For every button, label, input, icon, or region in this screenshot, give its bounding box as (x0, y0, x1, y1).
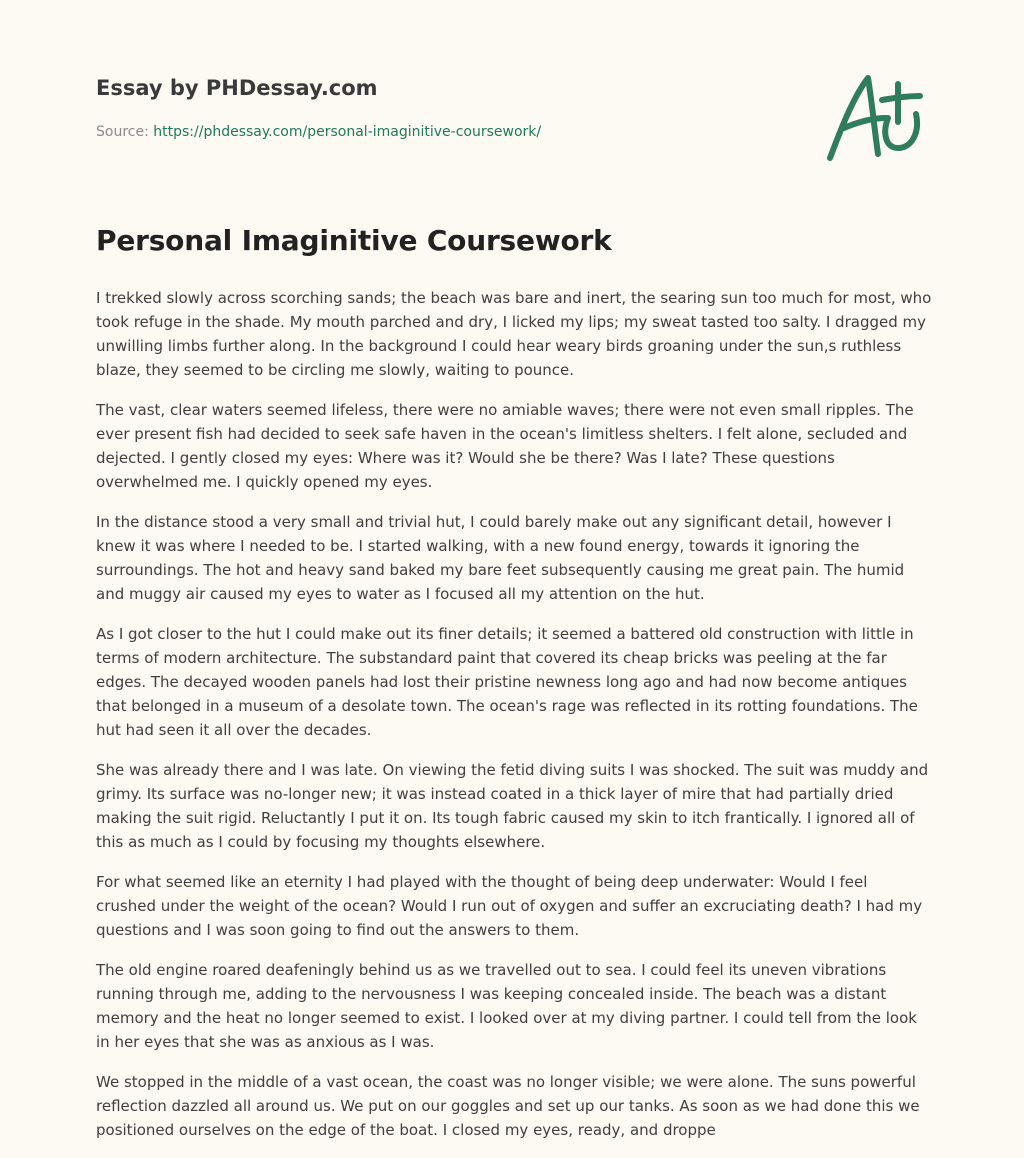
essay-paragraph-5: She was already there and I was late. On viewing the fetid diving suits I was shocked. The suit was muddy and grimy. Its surface was no-longer new; it was instead coated in a thick layer of mire that had partially dried making the suit rigid. Reluctantly I put it on. Its tough fabric caused my skin to itch frantically. I ignored all of this as much as I could by focusing my thoughts elsewhere. (96, 761, 929, 851)
site-title: Essay by PHDessay.com (96, 76, 378, 100)
essay-paragraph-3: In the distance stood a very small and trivial hut, I could barely make out any significant detail, however I knew it was where I needed to be. I started walking, with a new found energy, towards it ignoring the surroundings. The hot and heavy sand baked my bare feet subsequently causing me great pain. The humid and muggy air caused my eyes to water as I focused all my attention on the hut. (96, 513, 905, 603)
essay-paragraph-7: The old engine roared deafeningly behind us as we travelled out to sea. I could feel its uneven vibrations running through me, adding to the nervousness I was keeping concealed inside. The beach was a distant memory and the heat no longer seemed to exist. I looked over at my diving partner. I could tell from the look in her eyes that she was as anxious as I was. (96, 961, 917, 1051)
source-link[interactable]: https://phdessay.com/personal-imaginitive-coursework/ (153, 124, 542, 140)
essay-body (96, 286, 932, 1158)
essay-paragraph-2: The vast, clear waters seemed lifeless, there were no amiable waves; there were not even small ripples. The ever present fish had decided to seek safe haven in the ocean's limitless shelters. I felt alone, secluded and dejected. I gently closed my eyes: Where was it? Would she be there? Was I late? These questions overwhelmed me. I quickly opened my eyes. (96, 401, 914, 491)
source-line (96, 124, 541, 140)
source-label: Source: (96, 124, 149, 140)
essay-paragraph-1: I trekked slowly across scorching sands; the beach was bare and inert, the searing sun too much for most, who took refuge in the shade. My mouth parched and dry, I licked my lips; my sweat tasted too salty. I dragged my unwilling limbs further along. In the background I could hear weary birds groaning under the sun,s ruthless blaze, they seemed to be circling me slowly, waiting to pounce. (96, 289, 932, 379)
essay-title: Personal Imaginitive Coursework (96, 224, 612, 257)
essay-paragraph-6: For what seemed like an eternity I had played with the thought of being deep underwater: Would I feel crushed under the weight of the ocean? Would I run out of oxygen and suffer an excruciating death? I had my questions and I was soon going to find out the answers to them. (96, 873, 923, 939)
essay-paragraph-4: As I got closer to the hut I could make out its finer details; it seemed a battered old construction with little in terms of modern architecture. The substandard paint that covered its cheap bricks was peeling at the far edges. The decayed wooden panels had lost their pristine newness long ago and had now become antiques that belonged in a museum of a desolate town. The ocean's rage was reflected in its rotting foundations. The hut had seen it all over the decades. (96, 625, 918, 739)
essay-paragraph-8: We stopped in the middle of a vast ocean, the coast was no longer visible; we were alone. The suns powerful reflection dazzled all around us. We put on our goggles and set up our tanks. As soon as we had done this we positioned ourselves on the edge of the boat. I closed my eyes, ready, and droppe (96, 1073, 920, 1139)
a-plus-grade-icon (820, 66, 930, 166)
